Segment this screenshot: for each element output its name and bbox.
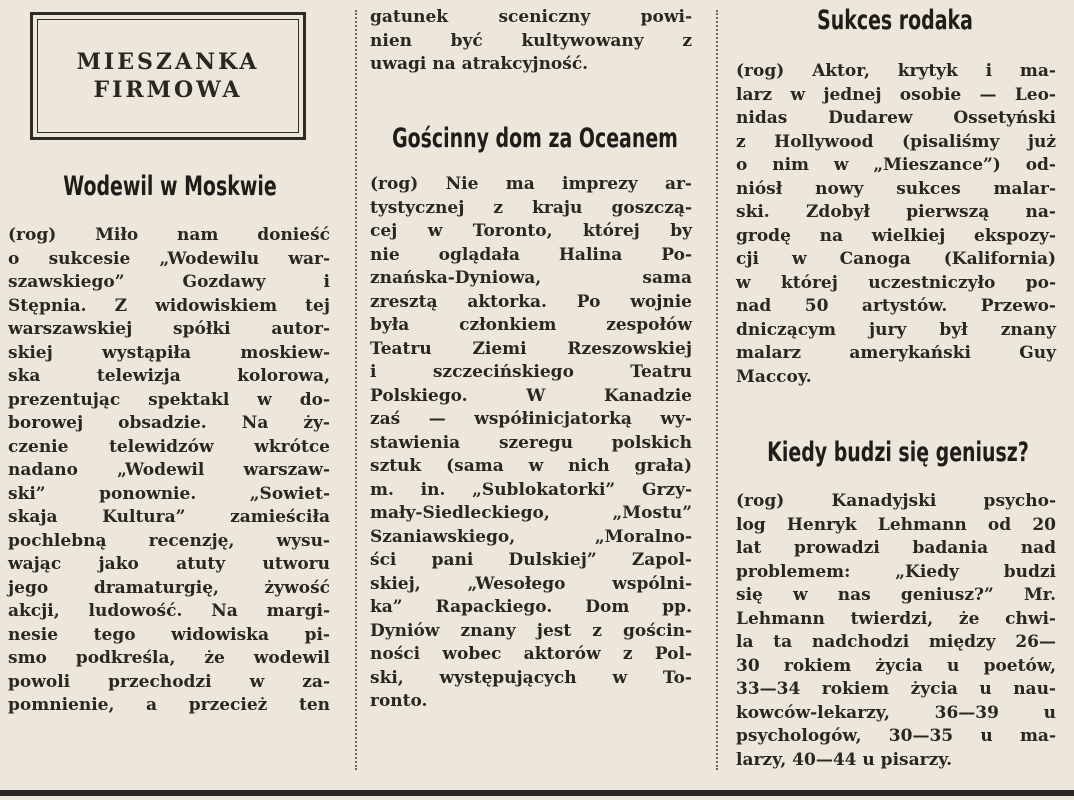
article-body-wodewil-continued [370, 6, 692, 77]
article-line: malarz amerykański Guy [736, 343, 1056, 363]
article-line: (rog) Aktor, krytyk i ma- [736, 61, 1056, 81]
article-line: skaja Kultura” zamieściła [8, 507, 330, 527]
section-heading-line-2: FIRMOWA [93, 77, 243, 103]
article-line: larzy, 40—44 u pisarzy. [736, 749, 953, 770]
article-body-wodewil [8, 224, 330, 718]
article-line: nidas Dudarew Ossetyński [736, 108, 1056, 128]
article-title-kiedy-budzi: Kiedy budzi się geniusz? [767, 437, 1029, 468]
article-line: nadano „Wodewil warszaw- [8, 460, 330, 480]
article-line: larz w jednej osobie — Leo- [736, 84, 1056, 105]
article-line: ności wobec aktorów z Pol- [370, 644, 692, 664]
article-line: nad 50 artystów. Przewo- [736, 296, 1056, 316]
article-line: m. in. „Sublokatorki” Grzy- [370, 479, 692, 500]
article-line: la ta nadchodzi między 26— [736, 632, 1056, 652]
article-line: w której uczestniczyło po- [736, 272, 1056, 293]
article-line: szawskiego” Gozdawy i [8, 272, 330, 292]
article-line: ski, występujących w To- [370, 667, 692, 688]
column-divider [355, 10, 357, 770]
article-line: Teatru Ziemi Rzeszowskiej [370, 338, 692, 359]
article-line: uwagi na atrakcyjność. [370, 54, 589, 74]
article-line: czenie telewidzów wkrótce [8, 436, 330, 457]
article-line: smo podkreśla, że wodewil [8, 648, 330, 668]
article-line: ści pani Dulskiej” Zapol- [370, 550, 692, 570]
article-line: ski” ponownie. „Sowiet- [8, 483, 330, 504]
article-line: skiej wystąpiła moskiew- [8, 342, 330, 363]
article-line: jego dramaturgię, żywość [8, 577, 330, 598]
article-line: warszawskiej spółki autor- [8, 319, 330, 339]
article-line: 33—34 rokiem życia u nau- [736, 679, 1056, 699]
section-heading-frame [37, 19, 299, 133]
article-line: log Henryk Lehmann od 20 [736, 514, 1056, 535]
article-line: Dyniów znany jest z gościn- [370, 620, 692, 641]
article-line: grodę na wielkiej ekspozy- [736, 225, 1056, 246]
article-line: kowców-lekarzy, 36—39 u [736, 702, 1056, 723]
article-line: Polskiego. W Kanadzie [370, 385, 692, 406]
article-line: pochlebną recenzję, wysu- [8, 530, 330, 551]
article-line: nesie tego widowiska pi- [8, 624, 330, 645]
article-line: tystycznej z kraju goszczą- [370, 197, 692, 218]
article-line: pomnienie, a przecież ten [8, 695, 330, 715]
article-line: i szczecińskiego Teatru [370, 362, 692, 382]
article-line: skiej, „Wesołego wspólni- [370, 573, 692, 594]
article-line: akcji, ludowość. Na margi- [8, 601, 330, 621]
article-line: prezentując spektakl w do- [8, 389, 330, 410]
article-body-sukces-rodaka [736, 60, 1056, 389]
article-line: ska telewizja kolorowa, [8, 366, 330, 386]
article-line: niósł nowy sukces malar- [736, 178, 1056, 199]
article-title-wodewil: Wodewil w Moskwie [63, 171, 277, 202]
article-line: zaś — współinicjatorką wy- [370, 409, 692, 429]
article-line: ski. Zdobył pierwszą na- [736, 202, 1056, 222]
article-line: 30 rokiem życia u poetów, [736, 655, 1056, 676]
article-line: mały-Siedleckiego, „Mostu” [370, 503, 692, 523]
article-line: (rog) Miło nam donieść [8, 225, 330, 245]
article-line: o nim w „Mieszance”) od- [736, 155, 1056, 175]
article-line: nien być kultywowany z [370, 30, 692, 51]
article-line: zresztą aktorka. Po wojnie [370, 291, 692, 312]
article-line: stawienia szeregu polskich [370, 432, 692, 453]
article-line: z Hollywood (pisaliśmy już [736, 131, 1056, 152]
article-line: ronto. [370, 691, 428, 711]
article-line: była członkiem zespołów [370, 315, 692, 335]
section-heading-box [30, 12, 306, 140]
article-line: się w nas geniusz?” Mr. [736, 585, 1056, 605]
column-divider [716, 10, 718, 770]
article-line: sztuk (sama w nich grała) [370, 456, 692, 476]
article-line: nie oglądała Halina Po- [370, 244, 692, 265]
article-body-kiedy-budzi [736, 490, 1056, 772]
article-line: (rog) Kanadyjski psycho- [736, 491, 1056, 511]
article-line: o sukcesie „Wodewilu war- [8, 248, 330, 269]
article-line: ka” Rapackiego. Dom pp. [370, 597, 692, 617]
article-line: Stępnia. Z widowiskiem tej [8, 295, 330, 316]
section-heading-line-1: MIESZANKA [76, 49, 260, 75]
article-line: problemem: „Kiedy budzi [736, 561, 1056, 582]
article-title-sukces-rodaka: Sukces rodaka [817, 5, 973, 36]
article-line: gatunek sceniczny powi- [370, 7, 692, 27]
article-line: dniczącym jury był znany [736, 319, 1056, 340]
article-line: (rog) Nie ma imprezy ar- [370, 174, 692, 194]
article-body-goscinny-dom [370, 173, 692, 714]
article-title-goscinny-dom: Gościnny dom za Oceanem [392, 123, 678, 154]
article-line: Maccoy. [736, 366, 812, 387]
article-line: psychologów, 30—35 u ma- [736, 726, 1056, 746]
article-line: powoli przechodzi w za- [8, 671, 330, 692]
article-line: Lehmann twierdzi, że chwi- [736, 608, 1056, 629]
article-line: znańska-Dyniowa, sama [370, 268, 692, 288]
page-bottom-rule [0, 790, 1074, 796]
article-line: cej w Toronto, której by [370, 221, 692, 241]
article-line: borowej obsadzie. Na ży- [8, 413, 330, 433]
article-line: cji w Canoga (Kalifornia) [736, 249, 1056, 269]
article-line: Szaniawskiego, „Moralno- [370, 526, 692, 547]
article-line: wając jako atuty utworu [8, 554, 330, 574]
article-line: lat prowadzi badania nad [736, 538, 1056, 558]
